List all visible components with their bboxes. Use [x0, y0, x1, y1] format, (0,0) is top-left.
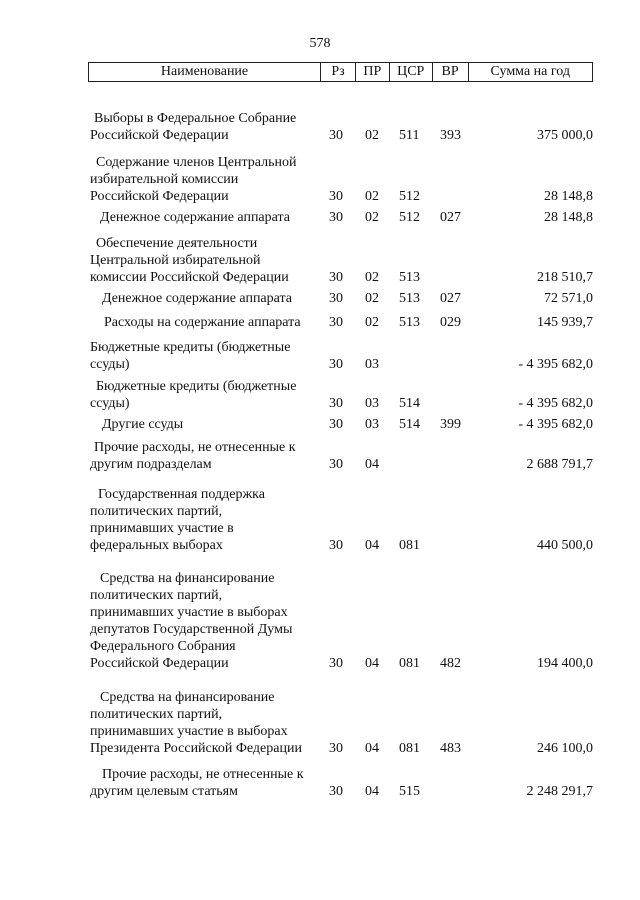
row-amount: - 4 395 682,0: [518, 357, 593, 372]
row-rz: 30: [329, 315, 343, 330]
header-name: Наименование: [89, 63, 321, 81]
row-name-line: Обеспечение деятельности: [96, 236, 258, 251]
row-pr: 04: [365, 457, 379, 472]
row-amount: 194 400,0: [537, 656, 593, 671]
row-csr: 081: [399, 538, 420, 553]
header-rz: Рз: [321, 63, 356, 81]
row-name-line: ссуды): [90, 396, 130, 411]
row-name-line: Центральной избирательной: [90, 253, 261, 268]
row-name-line: Бюджетные кредиты (бюджетные: [96, 379, 297, 394]
row-amount: 375 000,0: [537, 128, 593, 143]
row-name-line: Расходы на содержание аппарата: [104, 315, 301, 330]
row-name: [90, 570, 330, 672]
row-vr: 483: [440, 741, 461, 756]
row-vr: 027: [440, 291, 461, 306]
row-csr: 081: [399, 741, 420, 756]
row-amount: 145 939,7: [537, 315, 593, 330]
row-rz: 30: [329, 189, 343, 204]
row-pr: 02: [365, 210, 379, 225]
header-sum: Сумма на год: [490, 64, 570, 79]
row-amount: 28 148,8: [544, 189, 593, 204]
row-amount: 72 571,0: [544, 291, 593, 306]
row-name-line: политических партий,: [90, 588, 223, 603]
row-csr: 081: [399, 656, 420, 671]
row-pr: 02: [365, 189, 379, 204]
row-rz: 30: [329, 396, 343, 411]
row-amount: 218 510,7: [537, 270, 593, 285]
row-name-line: Денежное содержание аппарата: [102, 291, 293, 306]
row-csr: 513: [399, 270, 420, 285]
row-name-line: Федерального Собрания: [90, 639, 236, 654]
row-name-line: другим подразделам: [90, 457, 212, 472]
row-vr: 029: [440, 315, 461, 330]
row-pr: 02: [365, 128, 379, 143]
row-csr: 514: [399, 396, 420, 411]
row-rz: 30: [329, 741, 343, 756]
row-name-line: Содержание членов Центральной: [96, 155, 297, 170]
row-name: [90, 154, 330, 205]
row-csr: 514: [399, 417, 420, 432]
row-vr: 393: [440, 128, 461, 143]
row-csr: 511: [399, 128, 420, 143]
row-amount: 246 100,0: [537, 741, 593, 756]
row-name: [90, 339, 330, 373]
row-amount: 440 500,0: [537, 538, 593, 553]
row-rz: 30: [329, 656, 343, 671]
row-csr: 512: [399, 189, 420, 204]
row-name: [90, 689, 330, 757]
row-name-line: политических партий,: [90, 504, 223, 519]
row-name: [90, 290, 330, 307]
row-name-line: принимавших участие в: [90, 521, 234, 536]
row-name-line: Денежное содержание аппарата: [100, 210, 291, 225]
row-name-line: Российской Федерации: [90, 656, 229, 671]
row-name-line: ссуды): [90, 357, 130, 372]
row-name-line: депутатов Государственной Думы: [90, 622, 293, 637]
row-name: [90, 378, 330, 412]
row-name-line: избирательной комиссии: [90, 172, 239, 187]
row-csr: 515: [399, 784, 420, 799]
row-pr: 03: [365, 396, 379, 411]
row-name-line: Президента Российской Федерации: [90, 741, 302, 756]
row-vr: 482: [440, 656, 461, 671]
row-name-line: Прочие расходы, не отнесенные к: [94, 440, 296, 455]
row-name-line: комиссии Российской Федерации: [90, 270, 289, 285]
row-rz: 30: [329, 270, 343, 285]
row-name-line: Государственная поддержка: [98, 487, 265, 502]
row-amount: - 4 395 682,0: [518, 417, 593, 432]
row-amount: 2 688 791,7: [526, 457, 593, 472]
row-rz: 30: [329, 784, 343, 799]
row-csr: 513: [399, 315, 420, 330]
page-number: 578: [309, 36, 331, 51]
row-name-line: Другие ссуды: [102, 417, 184, 432]
row-name-line: федеральных выборах: [90, 538, 223, 553]
row-name: [90, 235, 330, 286]
row-name-line: Выборы в Федеральное Собрание: [94, 111, 297, 126]
row-pr: 02: [365, 291, 379, 306]
row-name-line: Российской Федерации: [90, 128, 229, 143]
row-name: [90, 439, 330, 473]
row-amount: 2 248 291,7: [526, 784, 593, 799]
row-name-line: Средства на финансирование: [100, 690, 275, 705]
row-pr: 02: [365, 270, 379, 285]
row-pr: 03: [365, 417, 379, 432]
header-vr: ВР: [433, 63, 469, 81]
row-name-line: политических партий,: [90, 707, 223, 722]
row-pr: 04: [365, 538, 379, 553]
row-vr: 399: [440, 417, 461, 432]
row-name-line: Средства на финансирование: [100, 571, 275, 586]
row-name-line: другим целевым статьям: [90, 784, 238, 799]
row-name-line: Прочие расходы, не отнесенные к: [102, 767, 304, 782]
row-name: [90, 110, 330, 144]
row-name-line: Бюджетные кредиты (бюджетные: [90, 340, 291, 355]
row-pr: 03: [365, 357, 379, 372]
row-name-line: принимавших участие в выборах: [90, 724, 288, 739]
row-pr: 04: [365, 784, 379, 799]
row-csr: 513: [399, 291, 420, 306]
row-name: [90, 486, 330, 554]
row-pr: 02: [365, 315, 379, 330]
row-rz: 30: [329, 357, 343, 372]
row-vr: 027: [440, 210, 461, 225]
row-rz: 30: [329, 291, 343, 306]
header-pr: ПР: [356, 63, 390, 81]
row-rz: 30: [329, 538, 343, 553]
row-name-line: принимавших участие в выборах: [90, 605, 288, 620]
row-name-line: Российской Федерации: [90, 189, 229, 204]
row-rz: 30: [329, 128, 343, 143]
row-pr: 04: [365, 656, 379, 671]
row-name: [90, 314, 330, 331]
row-pr: 04: [365, 741, 379, 756]
row-amount: 28 148,8: [544, 210, 593, 225]
row-name: [90, 209, 330, 226]
table-header: [88, 62, 593, 82]
row-rz: 30: [329, 210, 343, 225]
header-csr: ЦСР: [390, 63, 433, 81]
row-rz: 30: [329, 417, 343, 432]
row-rz: 30: [329, 457, 343, 472]
row-name: [90, 416, 330, 433]
row-csr: 512: [399, 210, 420, 225]
row-amount: - 4 395 682,0: [518, 396, 593, 411]
row-name: [90, 766, 330, 800]
